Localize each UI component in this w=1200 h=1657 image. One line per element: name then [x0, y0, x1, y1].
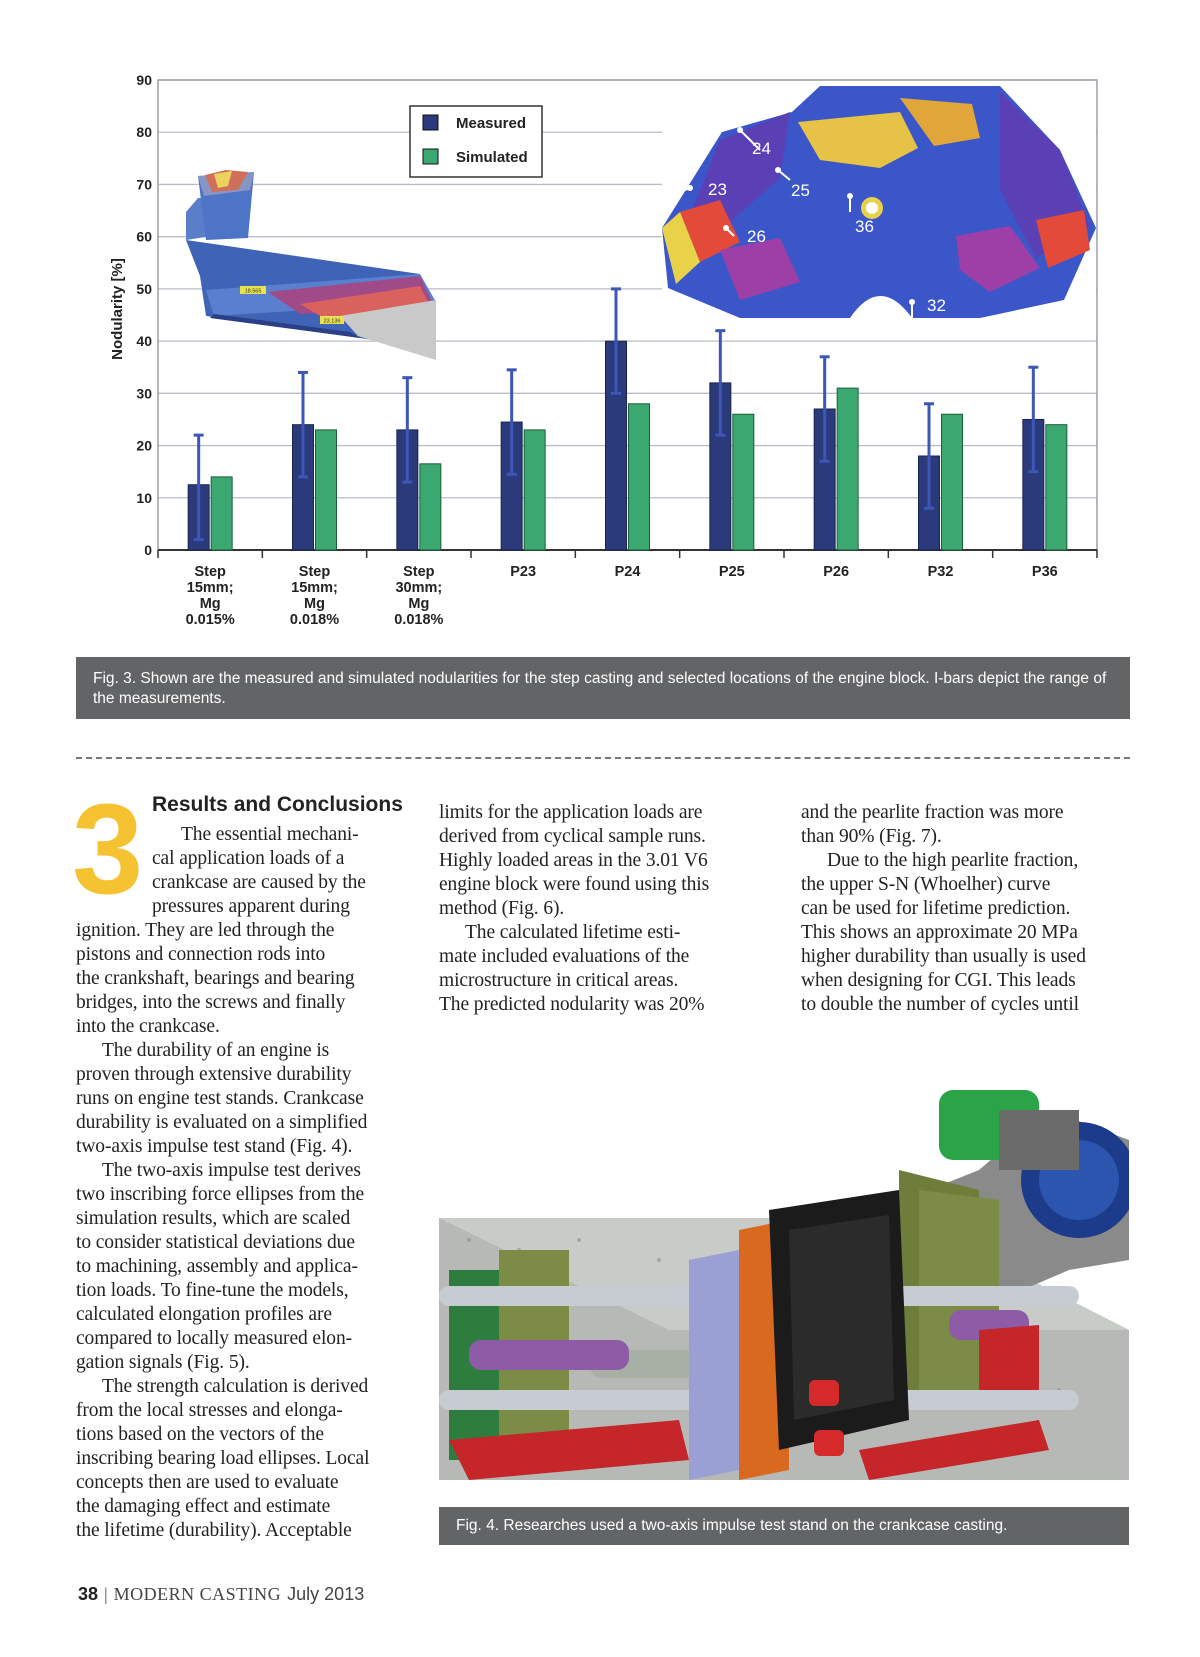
- text-line: tions based on the vectors of the: [76, 1424, 324, 1445]
- footer-separator: |: [104, 1584, 108, 1604]
- location-dot: [737, 127, 743, 133]
- bar-simulated: [211, 477, 232, 550]
- location-label: 25: [791, 181, 810, 200]
- magazine-name: MODERN CASTING: [113, 1584, 282, 1604]
- legend-label-measured: Measured: [456, 115, 527, 132]
- text-line: The two-axis impulse test derives: [102, 1160, 361, 1181]
- x-tick-label: P32: [927, 564, 954, 580]
- x-tick-label: P24: [614, 564, 641, 580]
- location-dot: [909, 299, 915, 305]
- legend-swatch-simulated: [423, 149, 438, 164]
- text-line: derived from cyclical sample runs.: [439, 826, 706, 847]
- fig3-caption: Fig. 3. Shown are the measured and simulated nodularities for the step casting and selected locations of the engine block. I-bars depict the range of the measurements.: [76, 657, 1130, 719]
- text-line: limits for the application loads are: [439, 802, 703, 823]
- y-tick-label: 0: [144, 542, 152, 558]
- y-tick-label: 60: [136, 228, 152, 245]
- y-tick-label: 80: [136, 124, 152, 141]
- text-line: gation signals (Fig. 5).: [76, 1352, 250, 1373]
- text-line: runs on engine test stands. Crankcase: [76, 1088, 364, 1109]
- location-label: 26: [747, 227, 766, 246]
- x-tick-label: P25: [718, 564, 745, 580]
- text-line: tion loads. To fine-tune the models,: [76, 1280, 349, 1301]
- x-tick-label: Step 30mm; Mg 0.018%: [394, 564, 444, 628]
- text-line: The predicted nodularity was 20%: [439, 994, 705, 1015]
- bar-simulated: [942, 414, 963, 550]
- text-line: pistons and connection rods into: [76, 944, 326, 965]
- y-tick-label: 10: [136, 489, 152, 506]
- nodularity-bar-chart: [0, 0, 1200, 660]
- test-stand-illustration: [439, 1090, 1129, 1490]
- text-line: into the crankcase.: [76, 1016, 220, 1037]
- text-line: two-axis impulse test stand (Fig. 4).: [76, 1136, 353, 1157]
- text-line: can be used for lifetime prediction.: [801, 898, 1071, 919]
- page-footer: [78, 1583, 364, 1605]
- x-tick-label: P23: [510, 564, 537, 580]
- text-line: from the local stresses and elonga-: [76, 1400, 343, 1421]
- y-tick-label: 70: [136, 176, 152, 193]
- text-line: simulation results, which are scaled: [76, 1208, 351, 1229]
- text-line: compared to locally measured elon-: [76, 1328, 352, 1349]
- text-line: the lifetime (durability). Acceptable: [76, 1520, 352, 1541]
- section-divider: [76, 757, 1130, 759]
- text-line: than 90% (Fig. 7).: [801, 826, 942, 847]
- y-tick-label: 90: [136, 72, 152, 88]
- location-label: 32: [927, 296, 946, 315]
- legend-swatch-measured: [423, 115, 438, 130]
- location-dot: [723, 225, 729, 231]
- page-number: 38: [78, 1584, 99, 1604]
- text-column-1: [76, 823, 369, 1543]
- location-dot: [687, 185, 693, 191]
- bar-simulated: [420, 464, 441, 550]
- section-heading: Results and Conclusions: [152, 793, 403, 816]
- text-line: This shows an approximate 20 MPa: [801, 922, 1078, 943]
- text-line: Highly loaded areas in the 3.01 V6: [439, 850, 708, 871]
- legend-label-simulated: Simulated: [456, 149, 528, 166]
- text-line: bridges, into the screws and finally: [76, 992, 346, 1013]
- issue-date: July 2013: [287, 1584, 365, 1604]
- location-label: 23: [708, 180, 727, 199]
- y-tick-label: 50: [136, 280, 152, 297]
- bar-simulated: [837, 388, 858, 550]
- text-line: microstructure in critical areas.: [439, 970, 679, 991]
- x-tick-label: P36: [1031, 564, 1058, 580]
- fig4-caption: Fig. 4. Researches used a two-axis impulse test stand on the crankcase casting.: [439, 1507, 1129, 1545]
- text-line: to double the number of cycles until: [801, 994, 1079, 1015]
- x-tick-label: Step 15mm; Mg 0.015%: [185, 564, 235, 628]
- text-column-3: [801, 801, 1086, 1017]
- bar-simulated: [1046, 425, 1067, 550]
- x-tick-label: Step 15mm; Mg 0.018%: [289, 564, 340, 628]
- text-line: to machining, assembly and applica-: [76, 1256, 358, 1277]
- text-line: The durability of an engine is: [102, 1040, 330, 1061]
- text-line: two inscribing force ellipses from the: [76, 1184, 365, 1205]
- x-tick-label: P26: [823, 564, 850, 580]
- text-line: when designing for CGI. This leads: [801, 970, 1076, 991]
- bar-simulated: [524, 430, 545, 550]
- text-line: and the pearlite fraction was more: [801, 802, 1064, 823]
- location-label: 24: [752, 139, 771, 158]
- text-line: durability is evaluated on a simplified: [76, 1112, 368, 1133]
- text-line: The essential mechani-: [181, 824, 359, 845]
- step-label-a: 18.565: [244, 288, 262, 295]
- text-line: proven through extensive durability: [76, 1064, 352, 1085]
- text-line: method (Fig. 6).: [439, 898, 565, 919]
- step-label-b: 23.136: [323, 318, 341, 325]
- text-line: concepts then are used to evaluate: [76, 1472, 339, 1493]
- location-label: 36: [855, 217, 874, 236]
- drop-cap: 3: [72, 778, 144, 921]
- text-line: the damaging effect and estimate: [76, 1496, 331, 1517]
- text-line: crankcase are caused by the: [152, 872, 366, 893]
- bar-simulated: [629, 404, 650, 550]
- location-dot: [775, 167, 781, 173]
- y-tick-label: 40: [136, 333, 152, 350]
- text-line: to consider statistical deviations due: [76, 1232, 355, 1253]
- bar-simulated: [733, 414, 754, 550]
- engine-block-inset: [662, 84, 1096, 320]
- text-column-2: [439, 801, 709, 1017]
- text-line: the upper S-N (Whoelher) curve: [801, 874, 1051, 895]
- text-line: The calculated lifetime esti-: [465, 922, 681, 943]
- text-line: pressures apparent during: [152, 896, 350, 917]
- y-axis-label: Nodularity [%]: [109, 258, 126, 360]
- text-line: engine block were found using this: [439, 874, 710, 895]
- text-line: Due to the high pearlite fraction,: [827, 850, 1079, 871]
- text-line: mate included evaluations of the: [439, 946, 690, 967]
- y-tick-label: 30: [136, 385, 152, 402]
- text-line: the crankshaft, bearings and bearing: [76, 968, 355, 989]
- text-line: The strength calculation is derived: [102, 1376, 369, 1397]
- y-tick-label: 20: [136, 437, 152, 454]
- location-dot: [847, 193, 853, 199]
- chart-legend: [410, 106, 542, 177]
- text-line: inscribing bearing load ellipses. Local: [76, 1448, 370, 1469]
- text-line: higher durability than usually is used: [801, 946, 1086, 967]
- text-line: calculated elongation profiles are: [76, 1304, 332, 1325]
- bar-simulated: [316, 430, 337, 550]
- text-line: ignition. They are led through the: [76, 920, 335, 941]
- text-line: cal application loads of a: [152, 848, 345, 869]
